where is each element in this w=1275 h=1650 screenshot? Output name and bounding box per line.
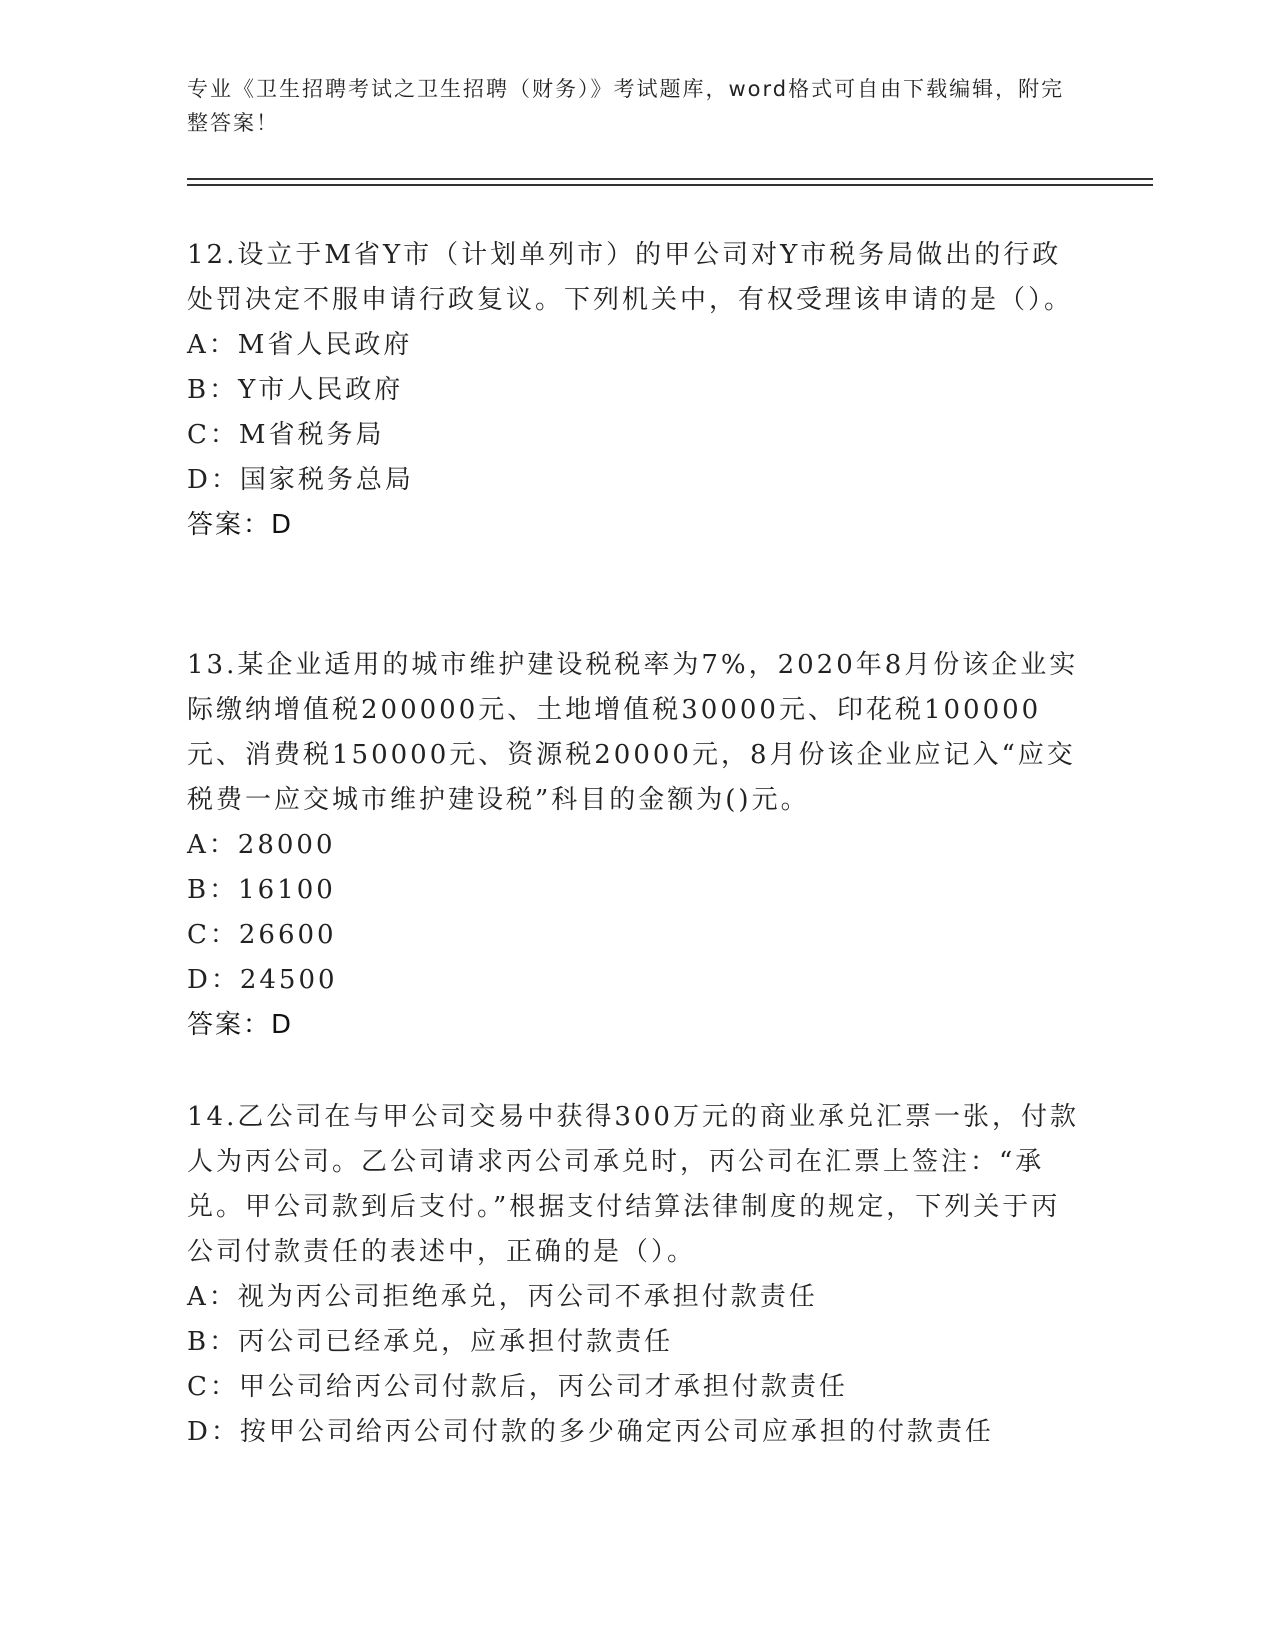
header-divider-top [187,178,1153,180]
header-divider-bottom [187,184,1153,186]
answer-line: 答案：D [187,510,294,540]
option-a: A：视为丙公司拒绝承兑，丙公司不承担付款责任 [187,1282,818,1312]
question-stem: 14.乙公司在与甲公司交易中获得300万元的商业承兑汇票一张，付款人为丙公司。乙公司请求丙公司承兑时，丙公司在汇票上签注：“承兑。甲公司款到后支付。”根据支付结算法律制度的规定，下列关于丙公司付款责任的表述中，正确的是（）。 [187,1102,1079,1267]
question-stem: 13.某企业适用的城市维护建设税税率为7%，2020年8月份该企业实际缴纳增值税200000元、土地增值税30000元、印花税100000元、消费税150000元、资源税20000元，8月份该企业应记入“应交税费一应交城市维护建设税”科目的金额为()元。 [187,650,1079,815]
option-a: A：M省人民政府 [187,330,413,360]
answer-line: 答案：D [187,1010,294,1040]
option-b: B：丙公司已经承兑，应承担付款责任 [187,1327,674,1357]
option-c: C：甲公司给丙公司付款后，丙公司才承担付款责任 [187,1372,848,1402]
question-14 [187,1095,1087,1455]
option-d: D：国家税务总局 [187,465,414,495]
document-header: 专业《卫生招聘考试之卫生招聘（财务）》考试题库，word格式可自由下载编辑，附完整答案！ [187,77,1065,135]
option-c: C：M省税务局 [187,420,385,450]
question-13 [187,643,1087,1048]
option-c: C：26600 [187,920,337,950]
question-12 [187,233,1087,548]
option-b: B：16100 [187,875,336,905]
option-d: D：24500 [187,965,338,995]
option-b: B：Y市人民政府 [187,375,404,405]
question-stem: 12.设立于M省Y市（计划单列市）的甲公司对Y市税务局做出的行政处罚决定不服申请行政复议。下列机关中，有权受理该申请的是（）。 [187,240,1074,315]
option-a: A：28000 [187,830,336,860]
option-d: D：按甲公司给丙公司付款的多少确定丙公司应承担的付款责任 [187,1417,994,1447]
